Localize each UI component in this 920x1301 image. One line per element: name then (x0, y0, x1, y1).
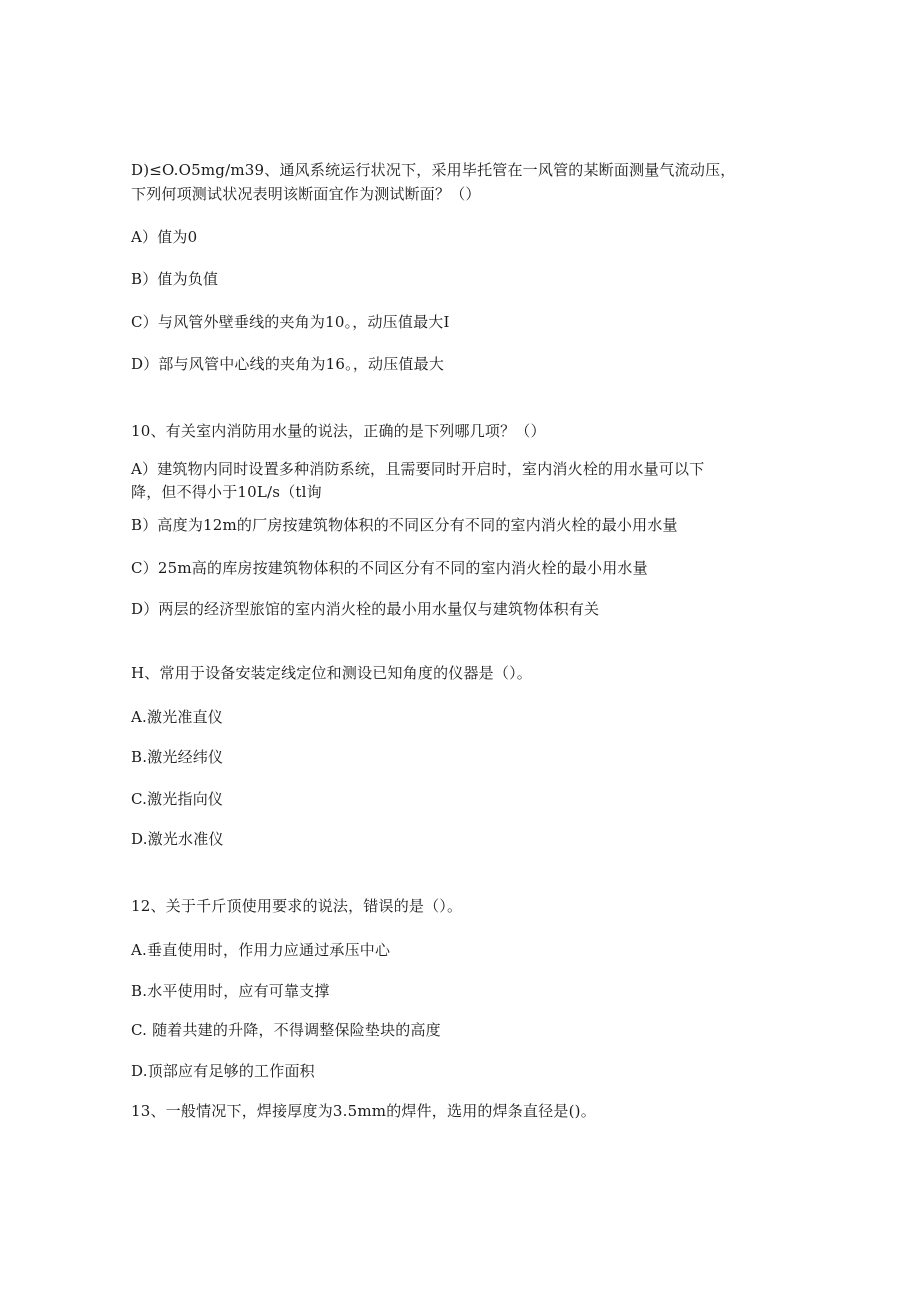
q12-stem: 12、关于千斤顶使用要求的说法，错误的是（）。 (131, 897, 463, 915)
q10-stem: 10、有关室内消防用水量的说法，正确的是下列哪几项？（） (131, 422, 546, 440)
q9-stem-line2: 下列何项测试状况表明该断面宜作为测试断面？（） (131, 185, 481, 203)
q10-option-b: B）高度为12m的厂房按建筑物体积的不同区分有不同的室内消火栓的最小用水量 (131, 516, 678, 534)
q11-option-c: C.激光指向仪 (131, 790, 224, 808)
q10-option-a-line1: A）建筑物内同时设置多种消防系统，且需要同时开启时，室内消火栓的用水量可以下 (131, 460, 705, 478)
q12-option-c: C. 随着共建的升降，不得调整保险垫块的高度 (131, 1021, 441, 1039)
q11-option-a: A.激光准直仪 (131, 708, 224, 726)
q10-option-a-line2: 降，但不得小于10L∕s（tl询 (131, 483, 322, 501)
q13-stem: 13、一般情况下，焊接厚度为3.5mm的焊件，选用的焊条直径是()。 (131, 1102, 596, 1120)
q9-stem-line1: D)≤O.O5mg∕m39、通风系统运行状况下，采用毕托管在一风管的某断面测量气流动压， (131, 161, 736, 179)
q11-stem: H、常用于设备安装定线定位和测设已知角度的仪器是（）。 (131, 664, 532, 682)
q12-option-d: D.顶部应有足够的工作面积 (131, 1062, 315, 1080)
q11-option-d: D.激光水准仪 (131, 830, 224, 848)
q9-option-b: B）值为负值 (131, 270, 219, 288)
q9-option-c: C）与风管外壁垂线的夹角为10。，动压值最大I (131, 313, 450, 331)
q11-option-b: B.激光经纬仪 (131, 748, 224, 766)
q12-option-a: A.垂直使用时，作用力应通过承压中心 (131, 941, 391, 959)
q12-option-b: B.水平使用时，应有可靠支撑 (131, 982, 330, 1000)
q10-option-d: D）两层的经济型旅馆的室内消火栓的最小用水量仅与建筑物体积有关 (131, 600, 600, 618)
q10-option-c: C）25m高的库房按建筑物体积的不同区分有不同的室内消火栓的最小用水量 (131, 559, 648, 577)
q9-option-a: A）值为0 (131, 228, 198, 246)
q9-option-d: D）部与风管中心线的夹角为16。，动压值最大 (131, 355, 445, 373)
